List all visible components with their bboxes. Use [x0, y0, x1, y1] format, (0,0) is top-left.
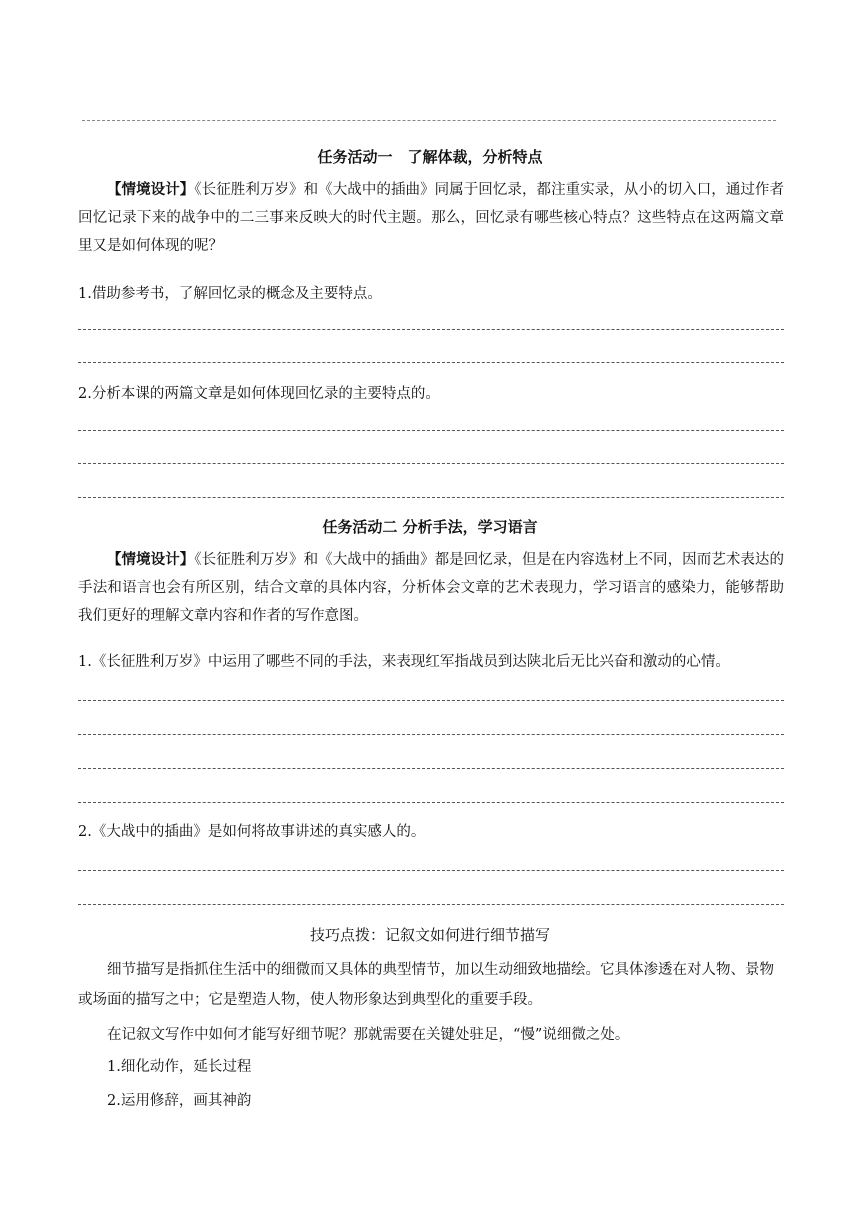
answer-line[interactable] — [78, 430, 784, 431]
task2-scenario-label: 【情境设计】 — [107, 551, 195, 568]
answer-line[interactable] — [78, 768, 784, 769]
answer-line[interactable] — [78, 497, 784, 498]
answer-line[interactable] — [78, 463, 784, 464]
task1-scenario — [78, 176, 784, 260]
task2-question-2: 2.《大战中的插曲》是如何将故事讲述的真实感人的。 — [78, 824, 426, 840]
tips-item-1: 1.细化动作，延长过程 — [107, 1059, 252, 1075]
tips-title: 技巧点拨：记叙文如何进行细节描写 — [309, 926, 550, 944]
answer-line[interactable] — [78, 904, 784, 905]
task2-question-1: 1.《长征胜利万岁》中运用了哪些不同的手法，来表现红军指战员到达陕北后无比兴奋和激动的心情。 — [78, 654, 730, 670]
answer-line[interactable] — [78, 870, 784, 871]
task2-scenario — [78, 546, 784, 630]
tips-paragraph-2: 在记叙文写作中如何才能写好细节呢？那就需要在关键处驻足，“慢”说细微之处。 — [107, 1027, 630, 1043]
tips-item-2: 2.运用修辞，画其神韵 — [107, 1093, 252, 1109]
answer-line[interactable] — [78, 802, 784, 803]
header-rule — [82, 120, 776, 121]
answer-line[interactable] — [78, 700, 784, 701]
task2-title: 任务活动二 分析手法，学习语言 — [322, 518, 538, 536]
task2-scenario-text: 《长征胜利万岁》和《大战中的插曲》都是回忆录，但是在内容选材上不同，因而艺术表达的手法和语言也会有所区别，结合文章的具体内容，分析体会文章的艺术表现力，学习语言的感染力，能够帮助我们更好的理解文章内容和作者的写作意图。 — [78, 552, 784, 624]
task1-title: 任务活动一 了解体裁，分析特点 — [317, 148, 543, 166]
task1-question-2: 2.分析本课的两篇文章是如何体现回忆录的主要特点的。 — [78, 386, 440, 402]
tips-paragraph-1: 细节描写是指抓住生活中的细微而又具体的典型情节，加以生动细致地描绘。它具体渗透在对人物、景物或场面的描写之中；它是塑造人物，使人物形象达到典型化的重要手段。 — [78, 962, 774, 1008]
task1-scenario-label: 【情境设计】 — [107, 181, 195, 198]
task1-scenario-text: 《长征胜利万岁》和《大战中的插曲》同属于回忆录，都注重实录，从小的切入口，通过作者回忆记录下来的战争中的二三事来反映大的时代主题。那么，回忆录有哪些核心特点？这些特点在这两篇文章里又是如何体现的呢？ — [78, 182, 784, 254]
answer-line[interactable] — [78, 362, 784, 363]
task1-question-1: 1.借助参考书，了解回忆录的概念及主要特点。 — [78, 286, 382, 302]
answer-line[interactable] — [78, 734, 784, 735]
answer-line[interactable] — [78, 329, 784, 330]
